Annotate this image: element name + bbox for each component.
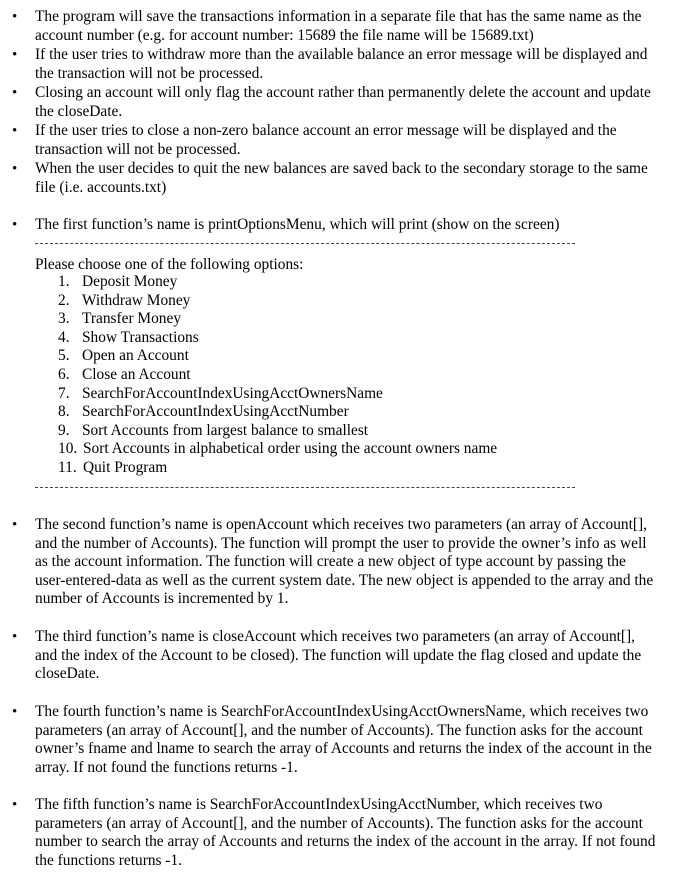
menu-option	[58, 292, 497, 311]
option-number: 9.	[58, 421, 70, 439]
option-label: Sort Accounts from largest balance to smallest	[82, 421, 369, 439]
option-label: Deposit Money	[82, 273, 178, 290]
menu-option	[58, 459, 497, 478]
option-number: 7.	[58, 384, 70, 402]
option-number: 8.	[58, 403, 70, 421]
bullet-close-nonzero: • If the user tries to close a non-zero balance account an error message will be displayed and the transaction will not be processed.	[35, 122, 660, 159]
bullet-close-flag: • Closing an account will only flag the account rather than permanently delete the account and update the closeDate.	[35, 84, 660, 121]
menu-top-divider	[35, 243, 575, 244]
menu-option	[58, 347, 497, 366]
option-label: Sort Accounts in alphabetical order using the account owners name	[83, 440, 498, 458]
option-number: 2.	[58, 291, 70, 309]
option-label: Show Transactions	[82, 328, 199, 346]
bullet-withdraw-error: • If the user tries to withdraw more than the available balance an error message will be displayed and the transaction will not be processed.	[35, 46, 660, 83]
option-label: Withdraw Money	[82, 291, 191, 309]
bullet-save-transactions: • The program will save the transactions information in a separate file that has the same name as the account number (e.g. for account number: 15689 the file name will be 15689.txt)	[35, 8, 660, 45]
menu-prompt: Please choose one of the following options:	[35, 256, 304, 273]
menu-options-list	[58, 273, 497, 478]
bullet-fifth-function: • The fifth function’s name is SearchForAccountIndexUsingAcctNumber, which receives two parameters (an array of Account[], and the number of Accounts). The function asks for the account number to search the array of Accounts and returns the index of the account in the array. If not found the functions returns -1.	[35, 796, 660, 870]
option-number: 3.	[58, 310, 70, 328]
option-label: SearchForAccountIndexUsingAcctOwnersName	[82, 384, 383, 402]
bullet-second-function: • The second function’s name is openAccount which receives two parameters (an array of Account[], and the number of Accounts). The function will prompt the user to provide the owner’s info as well as the account information. The function will create a new object of type account by passing the user-entered-data as well as the current system date. The new object is appended to the array and the number of Accounts is incremented by 1.	[35, 516, 660, 609]
menu-option	[58, 310, 497, 329]
menu-option	[58, 385, 497, 404]
option-number: 6.	[58, 365, 70, 383]
bullet-quit-save: • When the user decides to quit the new balances are saved back to the secondary storage to the same file (i.e. accounts.txt)	[35, 160, 660, 197]
menu-option	[58, 329, 497, 348]
menu-option	[58, 273, 497, 292]
menu-option	[58, 366, 497, 385]
menu-bottom-divider	[35, 487, 575, 488]
option-label: Close an Account	[82, 365, 191, 383]
menu-option	[58, 403, 497, 422]
option-number: 11.	[58, 458, 77, 476]
bullet-first-function: • The first function’s name is printOptionsMenu, which will print (show on the screen)	[35, 216, 660, 235]
option-number: 5.	[58, 347, 70, 365]
menu-option	[58, 422, 497, 441]
option-number: 4.	[58, 328, 70, 346]
bullet-fourth-function: • The fourth function’s name is SearchForAccountIndexUsingAcctOwnersName, which receives two parameters (an array of Account[], and the number of Accounts). The function asks for the account owner’s fname and lname to search the array of Accounts and returns the index of the account in the array. If not found the functions returns -1.	[35, 703, 660, 777]
option-label: Open an Account	[82, 347, 189, 365]
bullet-third-function: • The third function’s name is closeAccount which receives two parameters (an array of Account[], and the index of the Account to be closed). The function will update the flag closed and update the closeDate.	[35, 628, 660, 684]
option-label: Quit Program	[83, 458, 168, 476]
menu-option	[58, 440, 497, 459]
option-number: 1.	[58, 273, 70, 290]
option-label: Transfer Money	[82, 310, 182, 328]
option-label: SearchForAccountIndexUsingAcctNumber	[82, 403, 349, 421]
option-number: 10.	[58, 440, 78, 458]
